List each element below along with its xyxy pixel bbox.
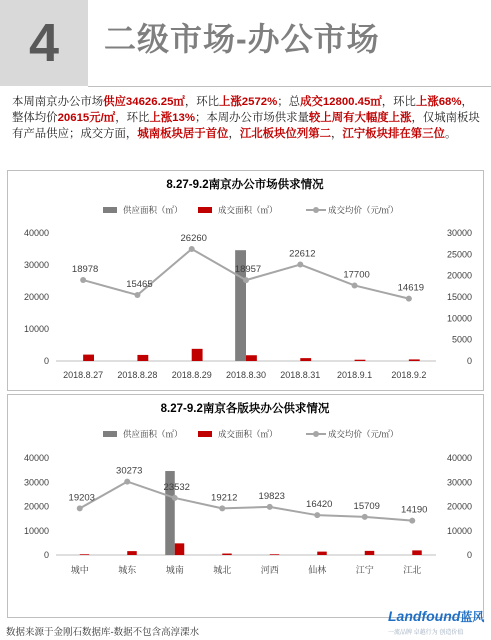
price-data-label: 18957 [234,264,262,276]
y-right-tick-label: 25000 [446,249,472,260]
y-left-tick-label: 0 [43,550,49,560]
summary-highlight: 上涨2572% [219,96,278,108]
x-category-label: 城北 [213,565,232,575]
y-left-tick-label: 10000 [23,525,49,536]
logo-slogan: 一流品牌 卓越行为 创造价值 [388,630,464,636]
x-category-label: 2018.9.1 [337,370,373,380]
y-left-tick-label: 40000 [23,453,49,463]
section-title: 二级市场-办公市场 [104,21,380,57]
summary-highlight: 城南板块居于首位 [137,128,229,140]
price-point [80,277,86,283]
bar-deal [270,554,280,555]
summary-highlight: 江宁板块排在第三位 [342,128,445,140]
logo-text: Landfound [388,608,461,624]
legend-label-2: 成交均价（元/㎡） [328,429,399,439]
legend-marker-2 [313,431,319,437]
logo-cn: 蓝风 [460,610,485,624]
bar-deal [222,554,232,555]
legend-label-1: 成交面积（㎡） [218,429,278,439]
bar-deal [317,552,327,555]
price-data-label: 30273 [116,465,143,477]
y-left-tick-label: 30000 [23,260,49,270]
summary-text: ；总 [277,96,301,108]
bar-deal [300,358,311,361]
summary-highlight: 供应34626.25㎡ [103,96,185,108]
legend-swatch-1 [198,207,212,213]
legend-label-1: 成交面积（㎡） [218,205,278,215]
price-data-label: 14190 [401,504,428,516]
bar-deal [137,355,148,361]
x-category-label: 仙林 [308,565,327,575]
price-point [77,505,83,511]
summary-text: ， [228,128,240,140]
summary-text: ，环比 [115,112,150,124]
price-point [267,504,273,510]
bar-deal [412,550,422,555]
y-right-tick-label: 30000 [446,228,472,238]
bar-deal [175,543,185,555]
y-right-tick-label: 40000 [446,453,472,463]
y-left-tick-label: 20000 [23,501,49,512]
price-point [134,292,140,298]
bar-deal [192,349,203,361]
chart-title: 8.27-9.2南京办公市场供求情况 [166,179,324,191]
price-data-label: 19823 [258,490,285,502]
price-data-label: 18978 [71,264,99,276]
price-point [297,262,303,268]
y-left-tick-label: 40000 [23,228,49,238]
price-data-label: 14619 [397,282,425,294]
y-left-tick-label: 30000 [23,477,49,488]
price-point [243,277,249,283]
summary-text: ；本周办公市场供求量 [194,112,309,124]
price-data-label: 16420 [306,499,333,511]
price-data-label: 15709 [353,500,380,512]
summary-text: ，环比 [184,96,220,108]
price-data-label: 19203 [68,492,95,504]
x-category-label: 城南 [165,565,184,575]
y-right-tick-label: 30000 [446,477,472,488]
landfound-logo [388,608,488,638]
x-category-label: 2018.8.30 [225,370,267,380]
legend-label-0: 供应面积（㎡） [123,429,183,439]
bar-deal [355,360,366,361]
section-header [0,0,491,88]
price-point [124,479,130,485]
x-category-label: 2018.8.29 [171,370,212,380]
y-right-tick-label: 20000 [446,270,472,281]
chart-daily-supply-demand [8,171,483,390]
summary-highlight: 成交12800.45㎡ [300,96,382,108]
header-divider [88,86,491,87]
legend-swatch-0 [103,431,117,437]
y-right-tick-label: 20000 [446,501,472,512]
chart-district-supply-demand [8,395,483,617]
chart-title: 8.27-9.2南京各版块办公供求情况 [160,403,330,415]
summary-highlight: 上涨13% [149,112,195,124]
x-category-label: 2018.8.27 [63,370,104,380]
price-point [362,514,368,520]
y-left-tick-label: 10000 [23,324,49,334]
bar-deal [127,551,137,555]
x-category-label: 河西 [260,565,279,575]
summary-highlight: 20615元/㎡ [57,112,116,124]
price-point [219,505,225,511]
legend-swatch-1 [198,431,212,437]
price-point [314,512,320,518]
y-right-tick-label: 5000 [451,334,472,345]
chart-panel-district [7,394,484,618]
data-source-footnote: 数据来源于金刚石数据库-数据不包含高淳溧水 [6,627,200,638]
x-category-label: 2018.9.2 [391,370,427,380]
summary-text: 本周南京办公市场 [12,96,104,108]
x-category-label: 江北 [403,565,422,575]
x-category-label: 城东 [118,565,137,575]
x-category-label: 江宁 [355,565,374,575]
bar-deal [246,355,257,361]
price-data-label: 23532 [163,481,190,493]
price-point [352,282,358,288]
bar-deal [409,359,420,361]
chart-panel-daily [7,170,484,391]
y-right-tick-label: 10000 [446,313,472,324]
x-category-label: 2018.8.31 [280,370,321,380]
summary-text: ，仅城南板块有产品供应；成交方面， [12,112,480,140]
price-data-label: 26260 [180,232,207,244]
section-number: 4 [28,13,60,73]
bar-deal [365,551,375,555]
x-category-label: 城中 [70,565,89,575]
price-point [189,246,195,252]
price-data-label: 22612 [289,248,316,260]
legend-label-2: 成交均价（元/㎡） [328,205,399,215]
price-point [409,518,415,524]
summary-text: ， [331,128,343,140]
legend-label-0: 供应面积（㎡） [123,205,183,215]
summary-highlight: 上涨68% [415,96,462,108]
y-right-tick-label: 0 [466,356,472,366]
section-number-box [0,0,88,86]
bar-deal [83,355,94,361]
price-point [172,495,178,501]
summary-text: ，整体均价 [12,96,473,124]
summary-text: ，环比 [381,96,416,108]
price-point [406,296,412,302]
summary-highlight: 较上周有大幅度上涨 [308,112,412,124]
y-left-tick-label: 20000 [23,292,49,302]
legend-swatch-0 [103,207,117,213]
summary-highlight: 江北板块位列第二 [239,128,331,140]
price-data-label: 15465 [126,279,153,291]
y-right-tick-label: 0 [466,550,472,560]
legend-marker-2 [313,207,319,213]
bar-deal [80,554,90,555]
y-right-tick-label: 15000 [446,292,472,302]
y-right-tick-label: 10000 [446,525,472,536]
x-category-label: 2018.8.28 [117,370,158,380]
summary-paragraph [12,94,482,142]
y-left-tick-label: 0 [43,356,49,366]
price-data-label: 17700 [343,269,370,281]
summary-text: 。 [444,128,457,140]
price-data-label: 19212 [211,492,238,504]
